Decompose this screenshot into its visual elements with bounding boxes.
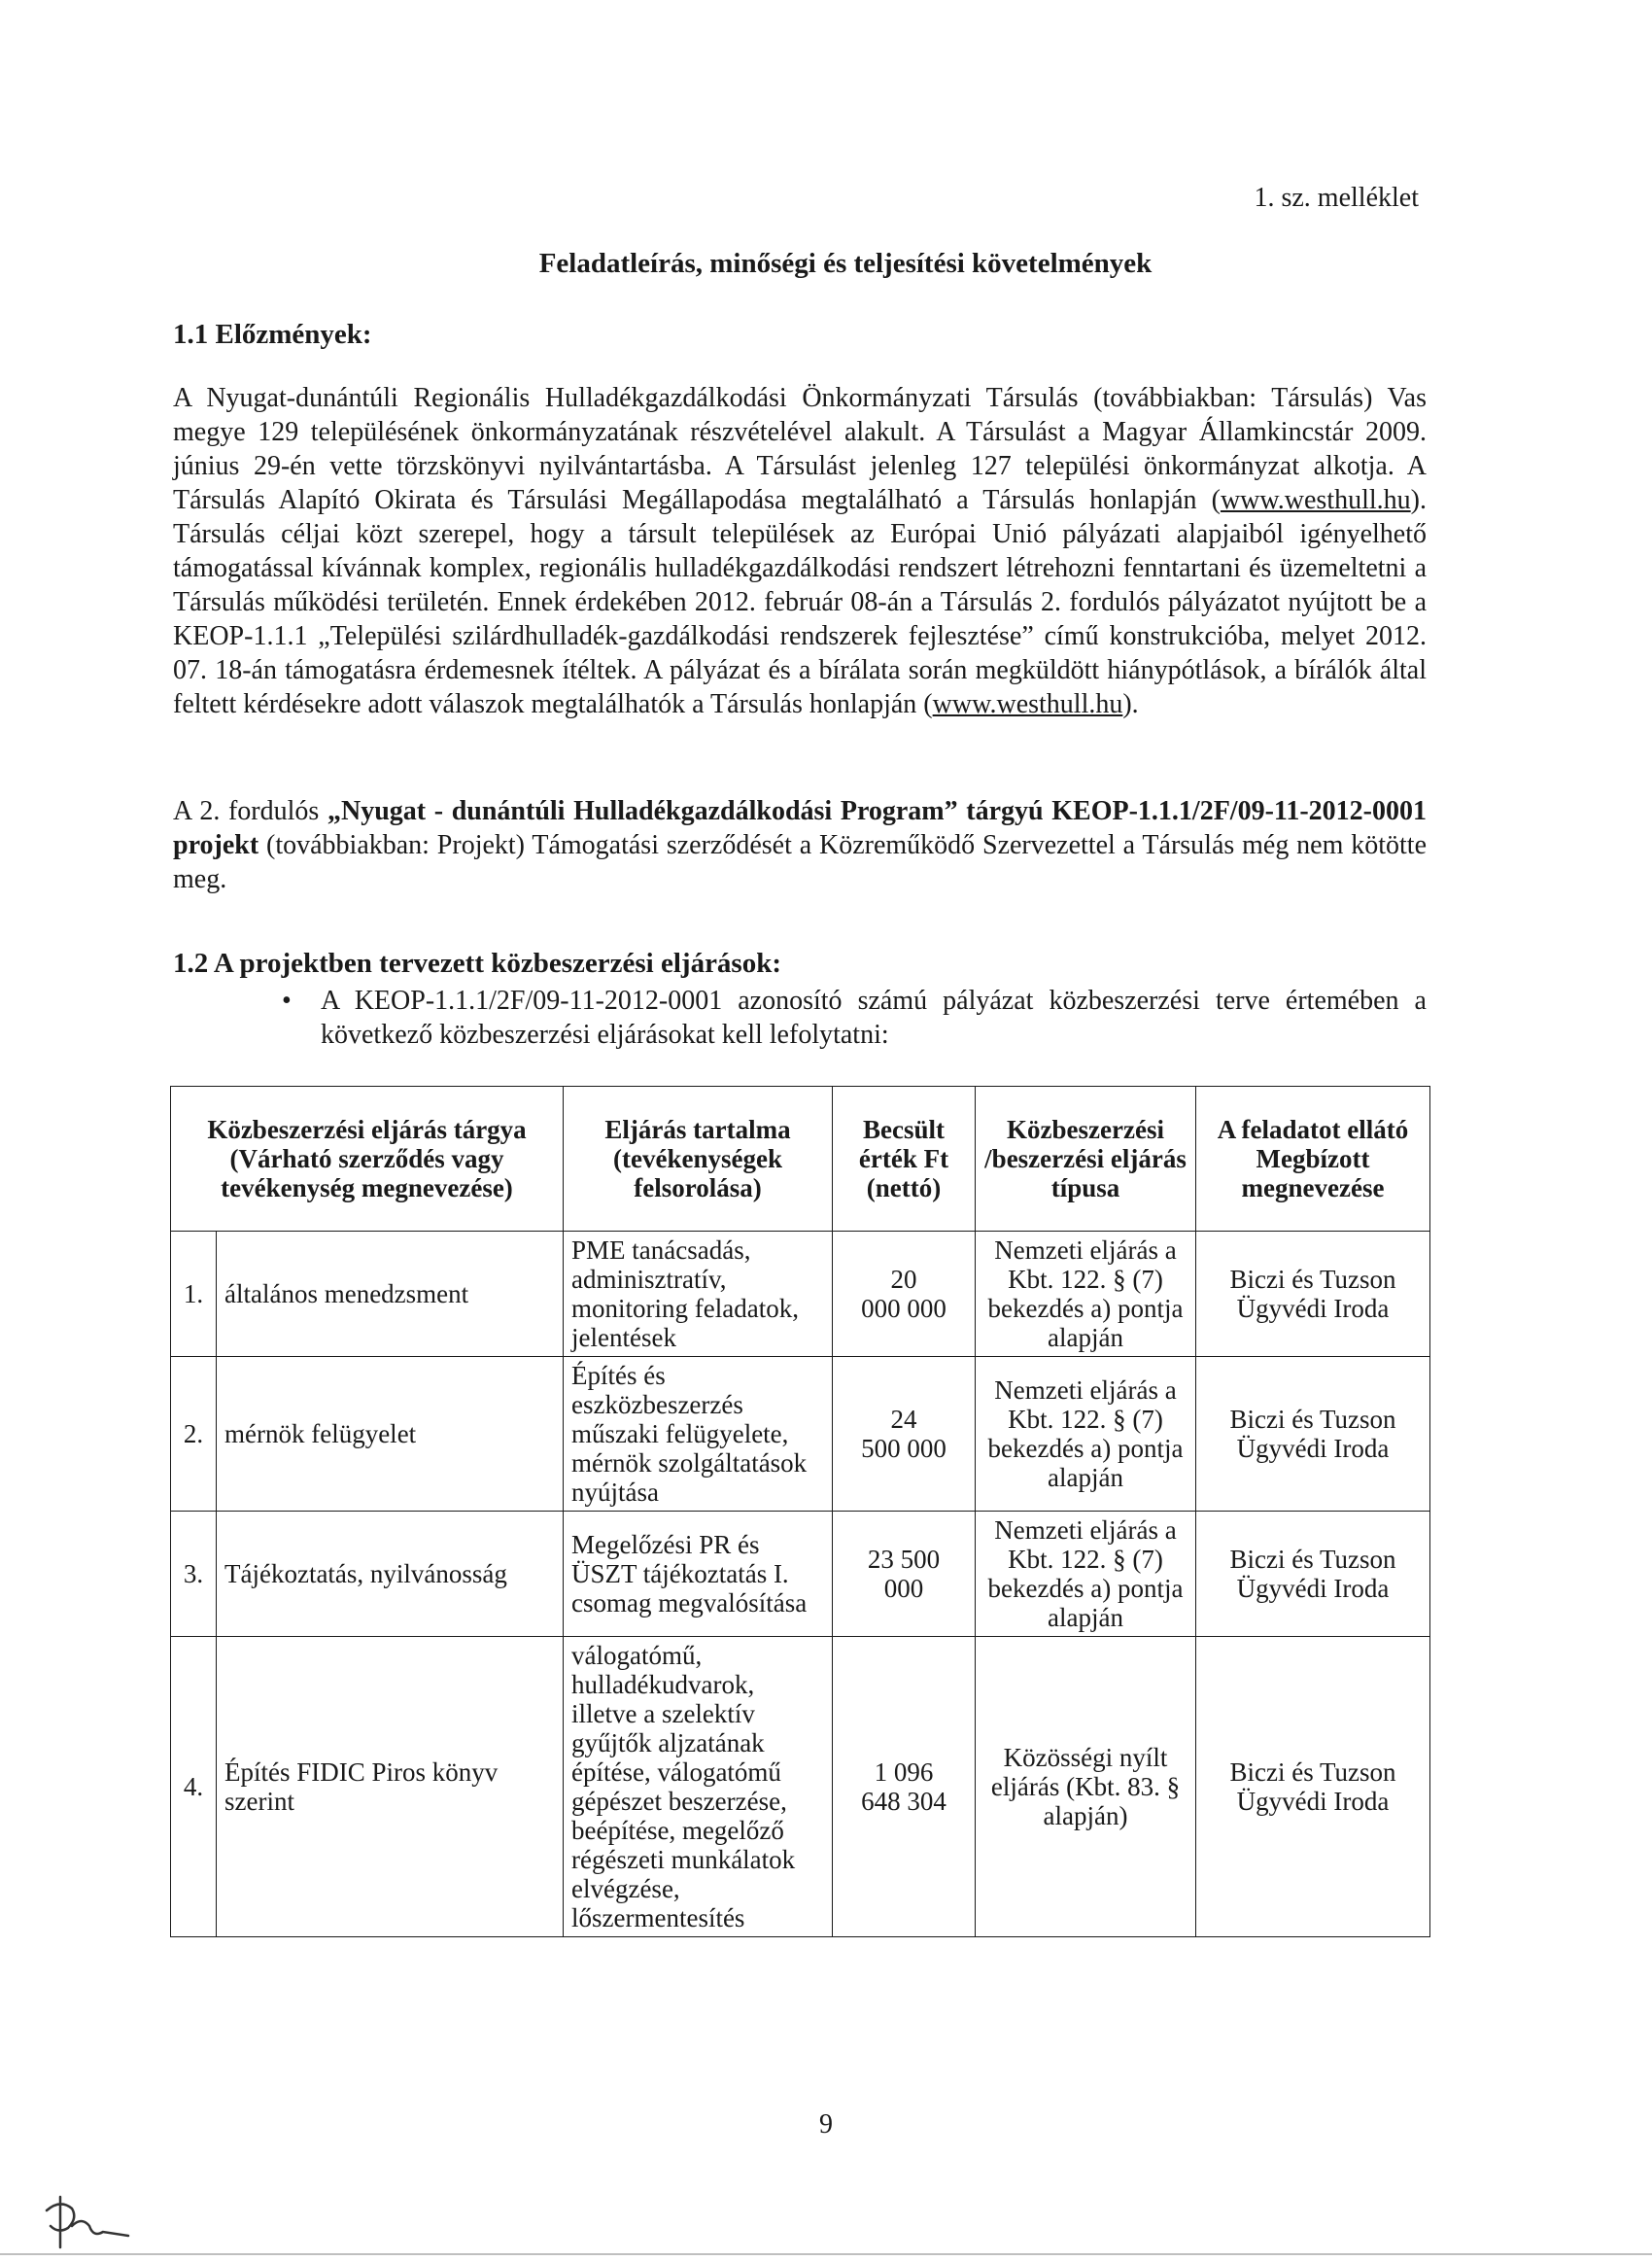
table-row: [171, 1637, 1430, 1937]
website-link[interactable]: www.westhull.hu: [932, 689, 1123, 719]
procurement-table: [170, 1086, 1430, 1937]
paragraph-text: A 2. fordulós: [173, 796, 327, 826]
handwritten-signature: [39, 2187, 155, 2260]
paragraph-text: A Nyugat-dunántúli Regionális Hulladékgazdálkodási Önkormányzati Társulás (továbbiakban: Társulás) Vas megye 129 településének önkormányzatának részvételével alakult. A Társulást a Magyar Államkincstár 2009. június 29-én vette törzskönyvi nyilvántartásba. A Társulást jelenleg 127 települési önkormányzat alkotja. A Társulás Alapító Okirata és Társulási Megállapodása megtalálható a Társulás honlapján (: [173, 383, 1427, 515]
row-subject: Építés FIDIC Piros könyv szerint: [217, 1637, 564, 1937]
row-number: 1.: [171, 1232, 217, 1357]
header-subject: Közbeszerzési eljárás tárgya (Várható szerződés vagy tevékenység megnevezése): [171, 1087, 564, 1232]
scan-edge-line: [0, 2253, 1652, 2255]
row-subject: mérnök felügyelet: [217, 1357, 564, 1512]
row-agent: Biczi és Tuzson Ügyvédi Iroda: [1196, 1512, 1430, 1637]
row-agent: Biczi és Tuzson Ügyvédi Iroda: [1196, 1637, 1430, 1937]
row-number: 3.: [171, 1512, 217, 1637]
row-subject: Tájékoztatás, nyilvánosság: [217, 1512, 564, 1637]
row-type: Nemzeti eljárás a Kbt. 122. § (7) bekezdés a) pontja alapján: [976, 1512, 1196, 1637]
bullet-icon: •: [282, 986, 292, 1016]
row-subject: általános menedzsment: [217, 1232, 564, 1357]
project-name: „Nyugat - dunántúli Hulladékgazdálkodási Program” tárgyú KEOP-1.1.1/2F/09-11-2012-0001 projekt: [173, 796, 1428, 860]
page-title: Feladatleírás, minőségi és teljesítési követelmények: [538, 248, 1153, 279]
row-type: Közösségi nyílt eljárás (Kbt. 83. § alapján): [976, 1637, 1196, 1937]
row-number: 4.: [171, 1637, 217, 1937]
row-type: Nemzeti eljárás a Kbt. 122. § (7) bekezdés a) pontja alapján: [976, 1232, 1196, 1357]
bullet-text: A KEOP-1.1.1/2F/09-11-2012-0001 azonosító számú pályázat közbeszerzési terve értemében a következő közbeszerzési eljárásokat kell lefolytatni:: [321, 986, 1427, 1050]
section-heading-background: 1.1 Előzmények:: [173, 319, 372, 350]
row-type: Nemzeti eljárás a Kbt. 122. § (7) bekezdés a) pontja alapján: [976, 1357, 1196, 1512]
annex-label: 1. sz. melléklet: [1254, 183, 1419, 213]
paragraph-text: ).: [1122, 689, 1139, 719]
row-value: 1 096 648 304: [833, 1637, 976, 1937]
row-value: 24 500 000: [833, 1357, 976, 1512]
row-content: Építés és eszközbeszerzés műszaki felügyelete, mérnök szolgáltatások nyújtása: [564, 1357, 833, 1512]
background-paragraph: [173, 381, 1427, 721]
paragraph-text: ). Társulás céljai közt szerepel, hogy a társult települések az Európai Unió pályázati alapjaiból igényelhető támogatással kívánnak komplex, regionális hulladékgazdálkodási rendszert létrehozni fenntartani és üzemeltetni a Társulás működési területén. Ennek érdekében 2012. február 08-án a Társulás 2. fordulós pályázatot nyújtott be a KEOP-1.1.1 „Települési szilárdhulladék-gazdálkodási rendszerek fejlesztése” című konstrukcióba, melyet 2012. 07. 18-án támogatásra érdemesnek ítéltek. A pályázat és a bírálata során megküldött hiánypótlások, a bírálók által feltett kérdésekre adott válaszok megtalálhatók a Társulás honlapján (: [173, 485, 1427, 719]
row-content: válogatómű, hulladékudvarok, illetve a szelektív gyűjtők aljzatának építése, válogatómű gépészet beszerzése, beépítése, megelőző régészeti munkálatok elvégzése, lőszermentesítés: [564, 1637, 833, 1937]
row-content: Megelőzési PR és ÜSZT tájékoztatás I. csomag megvalósítása: [564, 1512, 833, 1637]
row-value: 23 500 000: [833, 1512, 976, 1637]
table-row: [171, 1512, 1430, 1637]
row-agent: Biczi és Tuzson Ügyvédi Iroda: [1196, 1232, 1430, 1357]
section-heading-procurements: 1.2 A projektben tervezett közbeszerzési eljárások:: [173, 948, 782, 979]
table-header-row: [171, 1087, 1430, 1232]
row-agent: Biczi és Tuzson Ügyvédi Iroda: [1196, 1357, 1430, 1512]
row-number: 2.: [171, 1357, 217, 1512]
table-row: [171, 1357, 1430, 1512]
project-paragraph: [173, 794, 1427, 896]
header-content: Eljárás tartalma (tevékenységek felsorolása): [564, 1087, 833, 1232]
paragraph-text: (továbbiakban: Projekt) Támogatási szerződését a Közreműködő Szervezettel a Társulás még nem kötötte meg.: [173, 830, 1427, 894]
page-number: 9: [819, 2109, 833, 2139]
row-content: PME tanácsadás, adminisztratív, monitoring feladatok, jelentések: [564, 1232, 833, 1357]
table-row: [171, 1232, 1430, 1357]
header-value: Becsült érték Ft (nettó): [833, 1087, 976, 1232]
website-link[interactable]: www.westhull.hu: [1220, 485, 1411, 515]
header-type: Közbeszerzési /beszerzési eljárás típusa: [976, 1087, 1196, 1232]
header-agent: A feladatot ellátó Megbízott megnevezése: [1196, 1087, 1430, 1232]
row-value: 20 000 000: [833, 1232, 976, 1357]
